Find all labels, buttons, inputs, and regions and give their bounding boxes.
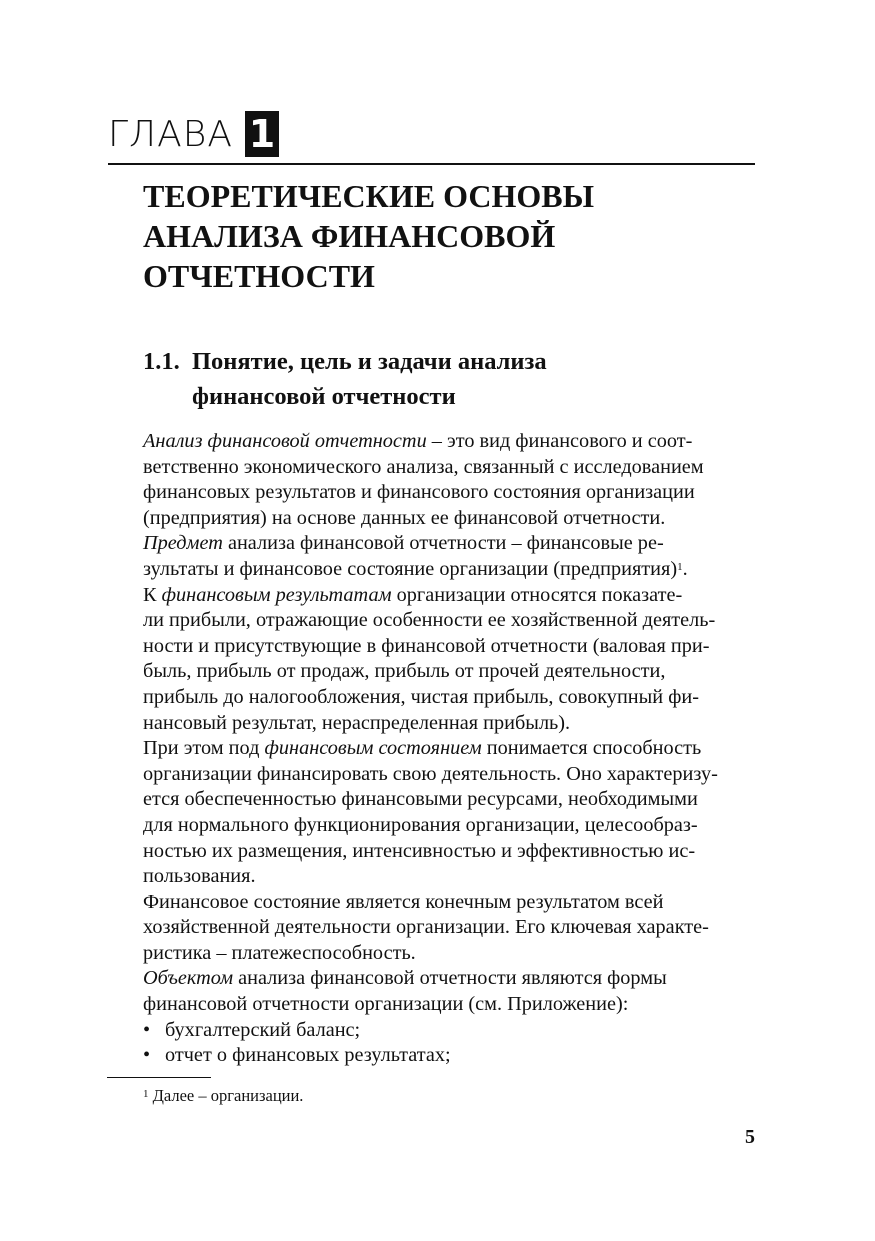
text-line: ристика – платежеспособность. [143,941,416,964]
text-line: хозяйственной деятельности организации. Его ключевая характе- [143,916,709,939]
footnote [143,1085,303,1107]
chapter-title [143,176,743,296]
page-number: 5 [745,1126,755,1148]
paragraph [105,890,755,967]
chapter-label: ГЛАВА [108,113,233,155]
chapter-title-line: ОТЧЕТНОСТИ [143,258,375,294]
text-line: ется обеспеченностью финансовыми ресурсами, необходимыми [143,788,698,811]
paragraph [105,966,755,1017]
footnote-divider [107,1077,211,1078]
chapter-title-line: АНАЛИЗА ФИНАНСОВОЙ [143,218,556,254]
italic-term: финансовым результатам [161,583,392,606]
section-title [143,344,763,414]
italic-term: Предмет [143,532,223,555]
text-line: нансовый результат, нераспределенная прибыль). [143,711,571,734]
italic-term: Анализ финансовой отчетности [143,430,427,452]
paragraph [105,531,755,582]
footnote-mark: 1 [143,1088,149,1100]
text-line: организации финансировать свою деятельность. Оно характеризу- [143,762,718,785]
chapter-heading [108,108,279,160]
text-line: анализа финансовой отчетности – финансовые ре- [222,532,664,555]
text-line: ности и присутствующие в финансовой отчетности (валовая при- [143,634,710,657]
text-line: ветственно экономического анализа, связанный с исследованием [143,455,704,478]
list-item: • бухгалтерский баланс; [105,1018,755,1044]
section-title-line: Понятие, цель и задачи анализа [192,348,547,375]
paragraph: К финансовым результатам организации относятся показате- ли прибыли, отражающие особенности ее хозяйственной деятель- ности и присутствующие в финансовой отчетности (валовая при- быль, прибыль от продаж, прибыль от прочей деятельности, прибыль до налогообложения, чистая прибыль, совокупный фи- нансовый результат, нераспределенная прибыль). [105,583,755,737]
text-line: понимается способность [481,737,702,760]
text-line: быль, прибыль от продаж, прибыль от прочей деятельности, [143,660,666,683]
text-line: зультаты и финансовое состояние организации (предприятия)$^1$. [143,557,688,580]
footnote-text: Далее – организации. [148,1086,304,1105]
paragraph: При этом под финансовым состоянием понимается способность организации финансировать свою деятельность. Оно характеризу- ется обеспеченностью финансовыми ресурсами, необходимыми для нормального функционирования организации, целесообраз- ностью их размещения, интенсивностью и эффективностью ис- пользования. [105,736,755,890]
text-line: прибыль до налогообложения, чистая прибыль, совокупный фи- [143,685,699,708]
text-line: пользования. [143,865,256,888]
chapter-number-badge: 1 [245,111,279,157]
body-text [105,429,755,1069]
text-line: для нормального функционирования организации, целесообраз- [143,813,698,836]
paragraph [105,429,755,531]
chapter-title-line: ТЕОРЕТИЧЕСКИЕ ОСНОВЫ [143,178,595,214]
chapter-divider [108,163,755,165]
section-number: 1.1. [143,348,180,375]
list-item: • отчет о финансовых результатах; [105,1043,755,1069]
text-line: Финансовое состояние является конечным результатом всей [143,890,664,913]
bullet-list [105,1018,755,1069]
text-line: (предприятия) на основе данных ее финансовой отчетности. [143,506,666,529]
text-line: – это вид финансового и соот- [426,430,693,452]
section-title-line: финансовой отчетности [192,383,456,410]
text-line: финансовых результатов и финансового состояния организации [143,481,695,504]
text-line: анализа финансовой отчетности являются формы [233,967,667,990]
footnote-reference: 1 [677,560,683,573]
text-line: финансовой отчетности организации (см. Приложение): [143,993,629,1016]
italic-term: финансовым состоянием [264,737,482,760]
italic-term: Объектом [143,967,234,990]
text-line: организации относятся показате- [391,583,683,606]
text-line: ностью их размещения, интенсивностью и эффективностью ис- [143,839,696,862]
text-line: ли прибыли, отражающие особенности ее хозяйственной деятель- [143,609,716,632]
